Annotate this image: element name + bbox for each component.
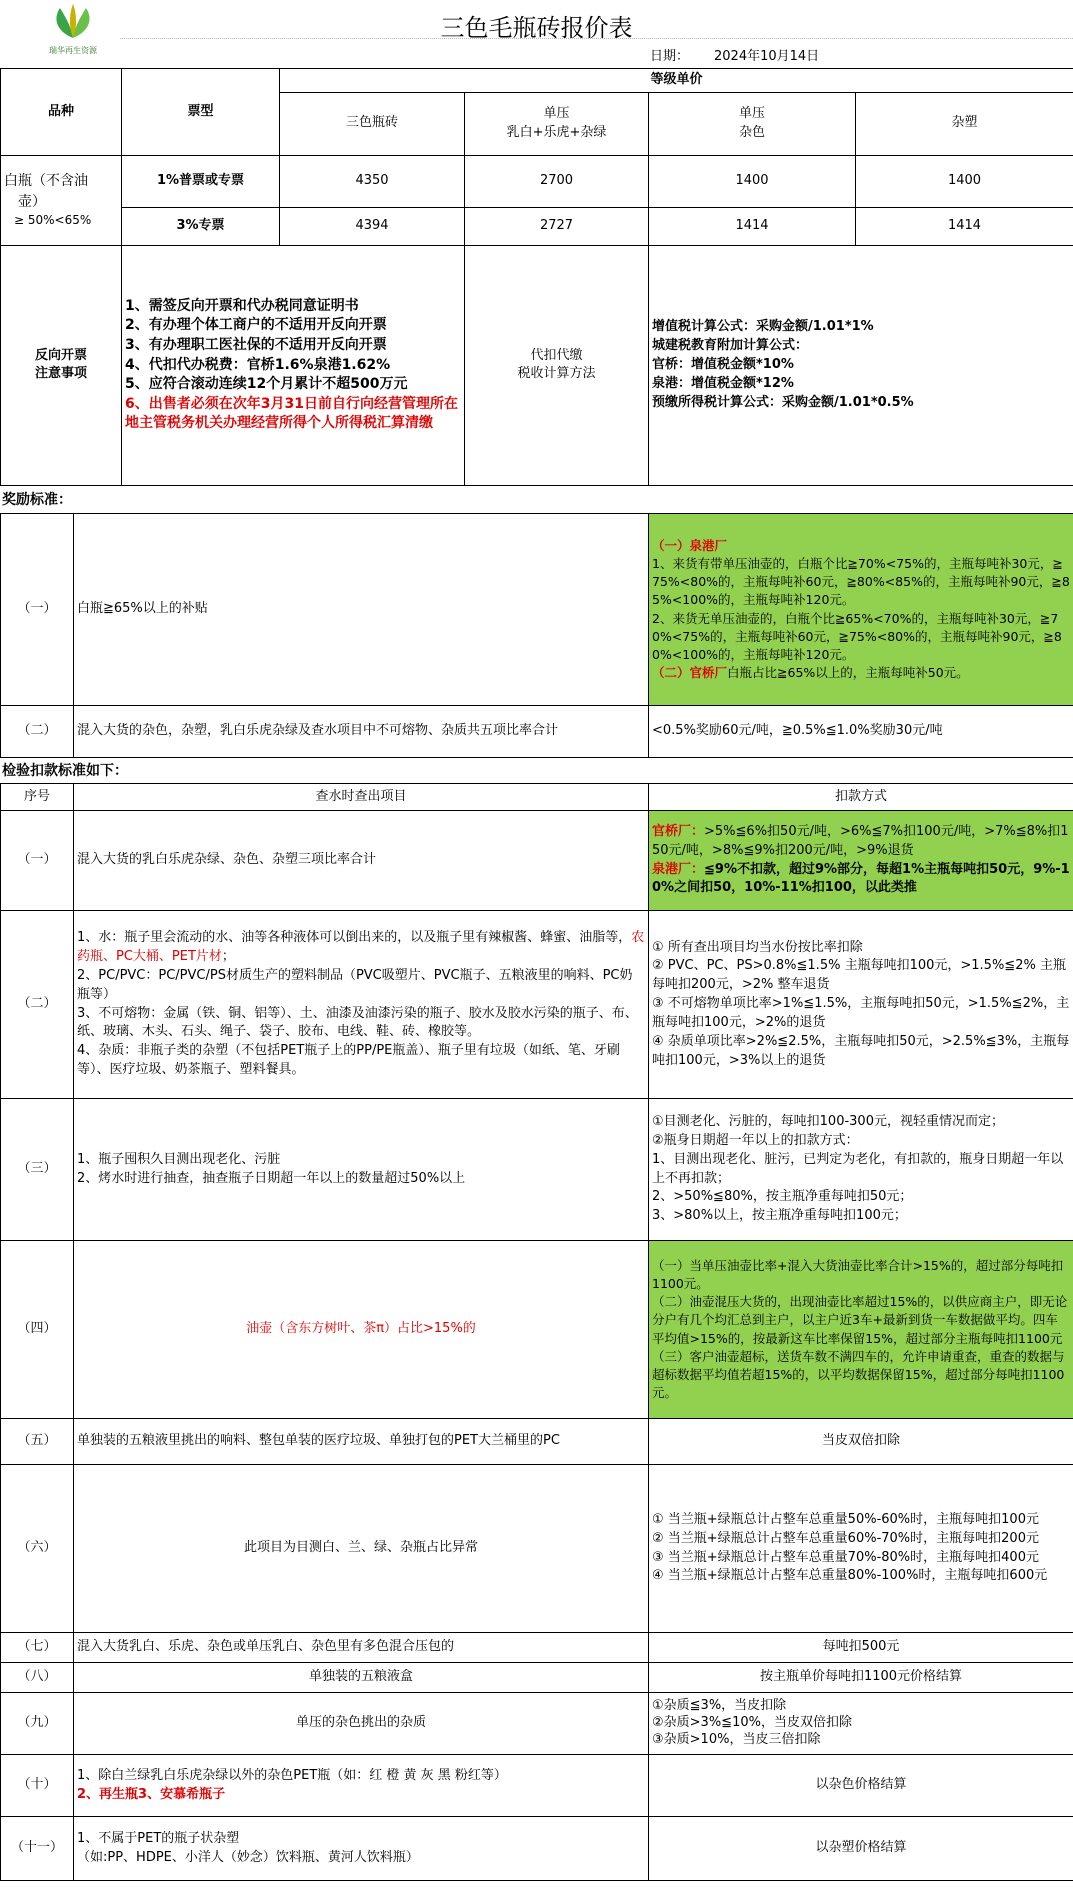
row-item: 单独装的五粮液盒 (74, 1663, 649, 1693)
reward-table (0, 513, 1073, 758)
row-item: 1、不属于PET的瓶子状杂塑 （如:PP、HDPE、小洋人（妙念）饮料瓶、黄河人饮料瓶） (74, 1817, 649, 1881)
deduction-section-title: 检验扣款标准如下： (2, 763, 128, 779)
tax-label: 代扣代缴 税收计算方法 (465, 245, 649, 485)
row-method: ①杂质≦3%，当皮扣除 ②杂质>3%≦10%，当皮双倍扣除 ③杂质>10%，当皮三倍扣除 (649, 1693, 1073, 1755)
row-item: 单压的杂色挑出的杂质 (74, 1693, 649, 1755)
col-variety: 品种 (1, 69, 122, 156)
date-label: 日期： (650, 49, 690, 64)
grade-header: 三色瓶砖 (280, 92, 465, 155)
col-item: 查水时查出项目 (74, 784, 649, 811)
row-method: 当皮双倍扣除 (649, 1419, 1073, 1465)
col-grade: 等级单价 (280, 69, 1073, 93)
row-method: ①目测老化、污脏的，每吨扣100-300元，视轻重情况而定； ②瓶身日期超一年以上的扣款方式： 1、目测出现老化、脏污，已判定为老化，有扣款的，瓶身日期超一年以上不再扣款； 2、>50%≦80%，按主瓶净重每吨扣50元； 3、>80%以上，按主瓶净重每吨扣100元； (649, 1099, 1073, 1241)
row-item: 混入大货乳白、乐虎、杂色或单压乳白、杂色里有多色混合压包的 (74, 1633, 649, 1663)
price-table (0, 68, 1073, 486)
row-method: 以杂塑价格结算 (649, 1817, 1073, 1881)
price-cell: 4350 (280, 155, 465, 207)
grade-header: 单压 杂色 (649, 92, 856, 155)
price-cell: 1400 (649, 155, 856, 207)
variety-cell: 白瓶（不含油 壶） ≥ 50%<65% (1, 155, 122, 245)
col-ticket: 票型 (122, 69, 280, 156)
row-no: （十一） (1, 1817, 74, 1881)
notes-label: 反向开票 注意事项 (1, 245, 122, 485)
tax-method: 增值税计算公式：采购金额/1.01*1% 城建税教育附加计算公式： 官桥：增值税金额*10% 泉港：增值税金额*12% 预缴所得税计算公式：采购金额/1.01*0.5% (649, 245, 1073, 485)
invoice-notes: 1、需签反向开票和代办税同意证明书 2、有办理个体工商户的不适用开反向开票 3、有办理职工医社保的不适用开反向开票 4、代扣代办税费：官桥1.6%泉港1.62% 5、应符合滚动连续12个月累计不超500万元 6、出售者必须在次年3月31日前自行向经营管理所在地主管税务机关办理经营所得个人所得税汇算清缴 (122, 245, 465, 485)
deduction-table (0, 783, 1073, 1881)
price-cell: 2700 (465, 155, 649, 207)
price-cell: 1414 (856, 207, 1073, 245)
row-item: 1、除白兰绿乳白乐虎杂绿以外的杂色PET瓶（如：红 橙 黄 灰 黑 粉红等） 2、再生瓶3、安慕希瓶子 (74, 1755, 649, 1817)
row-no: （五） (1, 1419, 74, 1465)
date-value: 2024年10月14日 (714, 49, 820, 64)
row-no: （七） (1, 1633, 74, 1663)
price-cell: 2727 (465, 207, 649, 245)
row-no: （二） (1, 911, 74, 1099)
col-method: 扣款方式 (649, 784, 1073, 811)
grade-header: 单压 乳白+乐虎+杂绿 (465, 92, 649, 155)
row-no: （九） (1, 1693, 74, 1755)
price-cell: 4394 (280, 207, 465, 245)
row-item: 油壶（含东方树叶、茶π）占比>15%的 (74, 1241, 649, 1419)
reward-item: 混入大货的杂色，杂塑，乳白乐虎杂绿及查水项目中不可熔物、杂质共五项比率合计 (74, 706, 649, 758)
price-cell: 1414 (649, 207, 856, 245)
row-method: （一）当单压油壶比率+混入大货油壶比率合计>15%的，超过部分每吨扣1100元。 （二）油壶混压大货的，出现油壶比率超过15%的，以供应商主户，即无论分户有几个均汇总到主户，以主户近3车+最新到货一车数据做平均。四车平均值>15%的，按最新这车比率保留15%，超过部分主瓶每吨扣1100元 （三）客户油壶超标，送货车数不满四车的，允许申请重查，重查的数据与超标数据平均值若超15%的，以平均数据保留15%，超过部分每吨扣1100元。 (649, 1241, 1073, 1419)
row-no: （十） (1, 1755, 74, 1817)
page-title: 三色毛瓶砖报价表 (440, 14, 633, 42)
row-method: 官桥厂：>5%≦6%扣50元/吨，>6%≦7%扣100元/吨，>7%≦8%扣150元/吨，>8%≦9%扣200元/吨，>9%退货 泉港厂：≦9%不扣款，超过9%部分，每超1%主瓶每吨扣50元，9%-10%之间扣50，10%-11%扣100，以此类推 (649, 811, 1073, 911)
row-method: 每吨扣500元 (649, 1633, 1073, 1663)
reward-item: 白瓶≧65%以上的补贴 (74, 514, 649, 706)
reward-detail: （一）泉港厂 1、来货有带单压油壶的，白瓶个比≧70%<75%的，主瓶每吨补30元，≧75%<80%的，主瓶每吨补60元，≧80%<85%的，主瓶每吨补90元，≧85%<100%的，主瓶每吨补120元。 2、来货无单压油壶的，白瓶个比≧65%<70%的，主瓶每吨补30元，≧70%<75%的，主瓶每吨补60元，≧75%<80%的，主瓶每吨补90元，≧80%<100%的，主瓶每吨补120元。 （二）官桥厂白瓶占比≧65%以上的，主瓶每吨补50元。 (649, 514, 1073, 706)
grade-header: 杂塑 (856, 92, 1073, 155)
row-method: 以杂色价格结算 (649, 1755, 1073, 1817)
row-no: （一） (1, 811, 74, 911)
ticket-type: 3%专票 (122, 207, 280, 245)
reward-detail: <0.5%奖励60元/吨，≧0.5%≦1.0%奖励30元/吨 (649, 706, 1073, 758)
row-item: 混入大货的乳白乐虎杂绿、杂色、杂塑三项比率合计 (74, 811, 649, 911)
row-item: 1、水：瓶子里会流动的水、油等各种液体可以倒出来的，以及瓶子里有辣椒酱、蜂蜜、油脂等，农药瓶、PC大桶、PET片材； 2、PC/PVC：PC/PVC/PS材质生产的塑料制品（PVC吸塑片、PVC瓶子、五粮液里的响料、PC奶瓶等） 3、不可熔物：金属（铁、铜、铝等）、土、油漆及油漆污染的瓶子、胶水及胶水污染的瓶子、布、纸、玻璃、木头、石头、绳子、袋子、胶布、电线、鞋、砖、橡胶等。 4、杂质：非瓶子类的杂塑（不包括PET瓶子上的PP/PE瓶盖）、瓶子里有垃圾（如纸、笔、牙刷等）、医疗垃圾、奶茶瓶子、塑料餐具。 (74, 911, 649, 1099)
reward-no: （一） (1, 514, 74, 706)
row-method: 按主瓶单价每吨扣1100元价格结算 (649, 1663, 1073, 1693)
row-item: 此项目为目测白、兰、绿、杂瓶占比异常 (74, 1465, 649, 1633)
row-no: （八） (1, 1663, 74, 1693)
row-method: ① 所有查出项目均当水份按比率扣除 ② PVC、PC、PS>0.8%≦1.5% 主瓶每吨扣100元，>1.5%≦2% 主瓶每吨扣200元，>2% 整车退货 ③ 不可熔物单项比率>1%≦1.5%，主瓶每吨扣50元，>1.5%≦2%，主瓶每吨扣100元，>2%的退货 ④ 杂质单项比率>2%≦2.5%，主瓶每吨扣50元，>2.5%≦3%，主瓶每吨扣100元，>3%以上的退货 (649, 911, 1073, 1099)
reward-section-title: 奖励标准： (2, 492, 72, 508)
row-no: （四） (1, 1241, 74, 1419)
price-cell: 1400 (856, 155, 1073, 207)
row-no: （三） (1, 1099, 74, 1241)
col-no: 序号 (1, 784, 74, 811)
logo-text: 瑞华再生资源 (49, 46, 97, 55)
ticket-type: 1%普票或专票 (122, 155, 280, 207)
row-item: 单独装的五粮液里挑出的响料、整包单装的医疗垃圾、单独打包的PET大兰桶里的PC (74, 1419, 649, 1465)
reward-no: （二） (1, 706, 74, 758)
row-no: （六） (1, 1465, 74, 1633)
row-method: ① 当兰瓶+绿瓶总计占整车总重量50%-60%时，主瓶每吨扣100元 ② 当兰瓶+绿瓶总计占整车总重量60%-70%时，主瓶每吨扣200元 ③ 当兰瓶+绿瓶总计占整车总重量70%-80%时，主瓶每吨扣400元 ④ 当兰瓶+绿瓶总计占整车总重量80%-100%时，主瓶每吨扣600元 (649, 1465, 1073, 1633)
row-item: 1、瓶子囤积久目测出现老化、污脏 2、烤水时进行抽查，抽查瓶子日期超一年以上的数量超过50%以上 (74, 1099, 649, 1241)
